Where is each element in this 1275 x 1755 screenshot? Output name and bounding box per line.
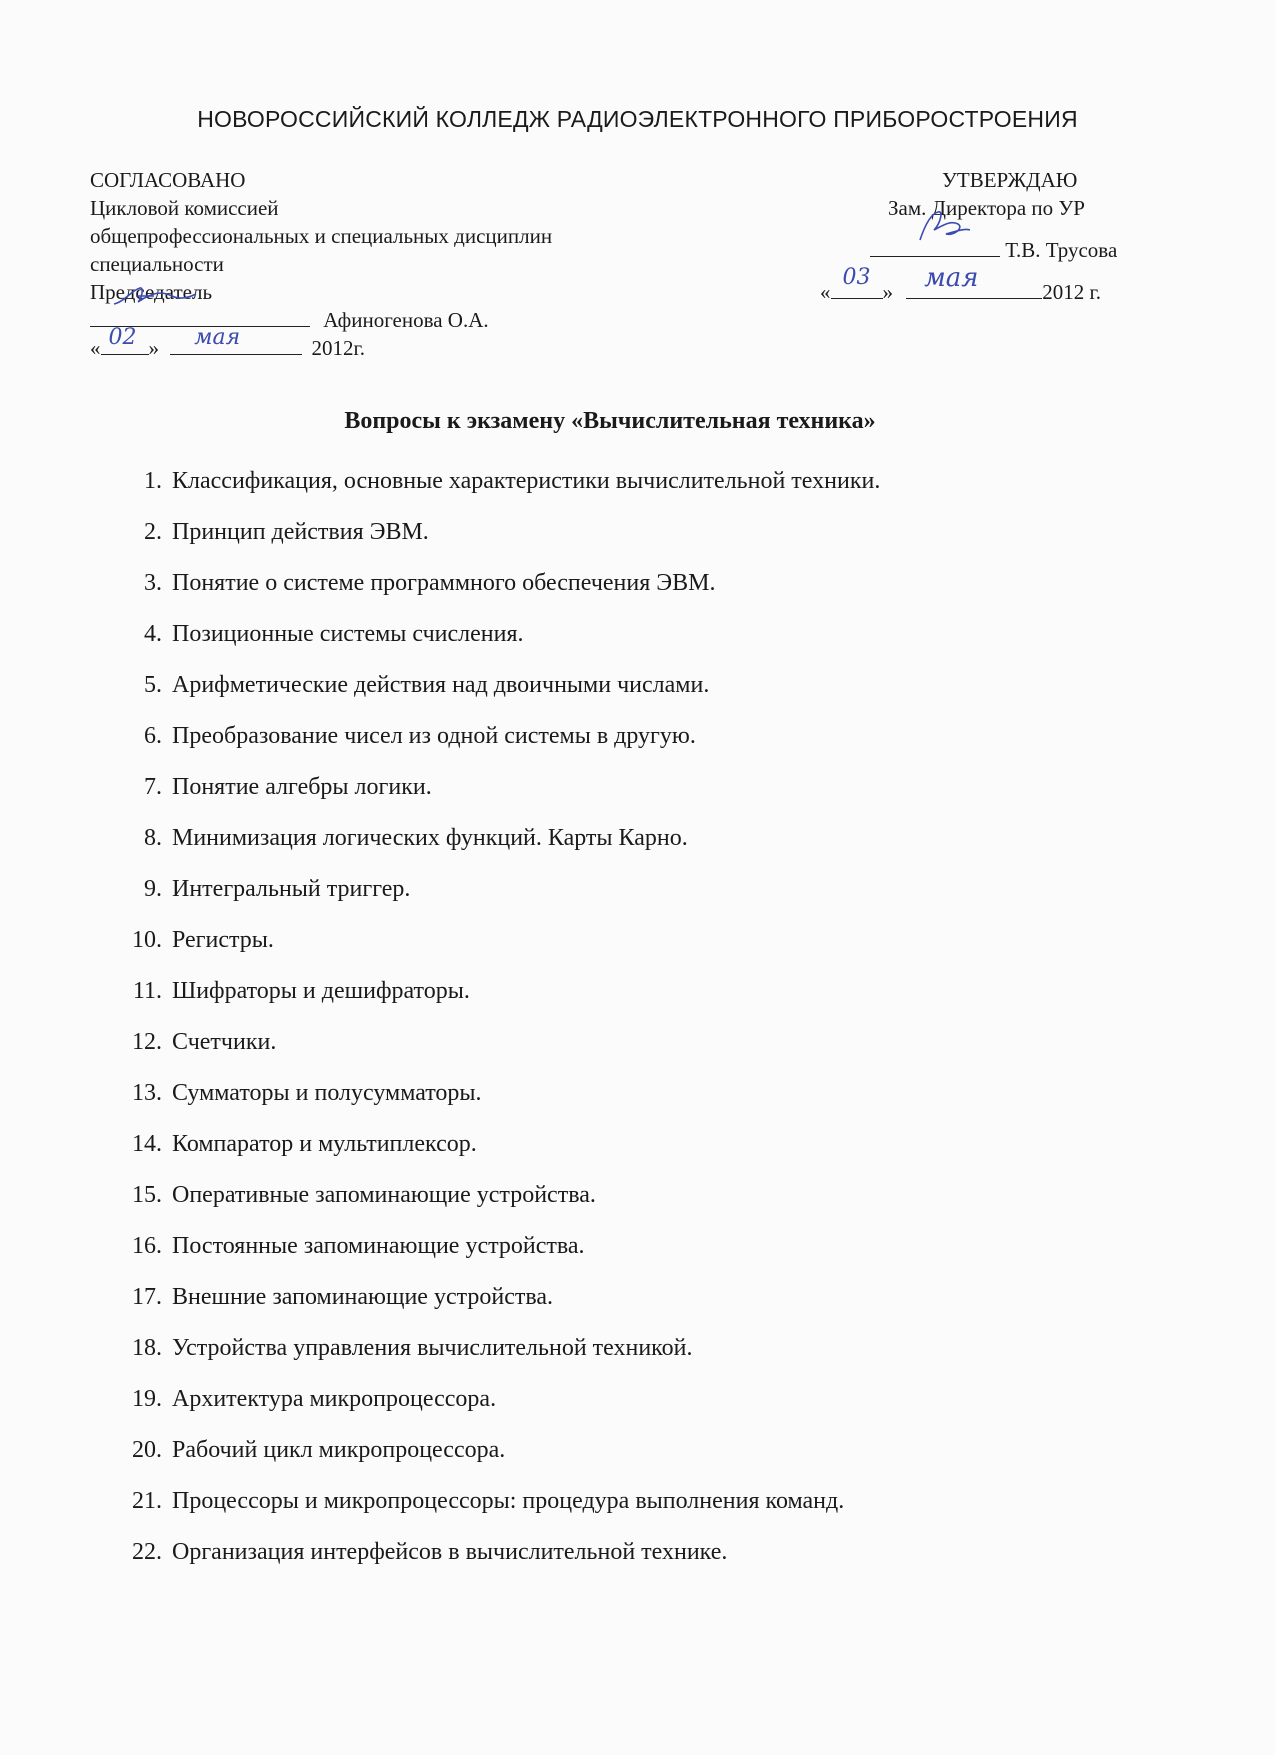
question-number: 11. bbox=[132, 978, 162, 1004]
question-text: Классификация, основные характеристики вычислительной техники. bbox=[172, 468, 881, 494]
question-item bbox=[120, 711, 1160, 762]
question-item bbox=[120, 915, 1160, 966]
question-number: 7. bbox=[144, 774, 162, 800]
question-number: 21. bbox=[132, 1488, 162, 1514]
question-item bbox=[120, 1374, 1160, 1425]
question-number: 1. bbox=[144, 468, 162, 494]
agreed-date-close: » bbox=[148, 336, 159, 360]
agreed-date-day: 02 bbox=[108, 325, 137, 350]
question-text: Принцип действия ЭВМ. bbox=[172, 519, 429, 545]
question-text: Интегральный триггер. bbox=[172, 876, 411, 902]
question-number: 22. bbox=[132, 1539, 162, 1565]
question-text: Сумматоры и полусумматоры. bbox=[172, 1080, 482, 1106]
question-item bbox=[120, 660, 1160, 711]
question-item bbox=[120, 1068, 1160, 1119]
agreed-date-month-field bbox=[170, 325, 302, 355]
agreed-date-open: « bbox=[90, 336, 101, 360]
approved-date-month-field bbox=[906, 263, 1042, 299]
question-item bbox=[120, 813, 1160, 864]
question-number: 3. bbox=[144, 570, 162, 596]
question-item bbox=[120, 864, 1160, 915]
question-text: Внешние запоминающие устройства. bbox=[172, 1284, 554, 1310]
question-text: Организация интерфейсов в вычислительной технике. bbox=[172, 1539, 728, 1565]
question-text: Регистры. bbox=[172, 927, 274, 953]
question-item bbox=[120, 558, 1160, 609]
question-item bbox=[120, 1272, 1160, 1323]
question-item bbox=[120, 1323, 1160, 1374]
question-number: 9. bbox=[144, 876, 162, 902]
question-item bbox=[120, 1119, 1160, 1170]
question-item bbox=[120, 966, 1160, 1017]
approved-date-day-field bbox=[831, 265, 883, 299]
question-text: Понятие алгебры логики. bbox=[172, 774, 432, 800]
question-number: 18. bbox=[132, 1335, 162, 1361]
question-number: 14. bbox=[132, 1131, 162, 1157]
agreed-line-3: специальности bbox=[90, 252, 224, 276]
approved-date-month: мая bbox=[924, 263, 979, 293]
question-text: Счетчики. bbox=[172, 1029, 277, 1055]
question-number: 4. bbox=[144, 621, 162, 647]
question-number: 2. bbox=[144, 519, 162, 545]
question-number: 6. bbox=[144, 723, 162, 749]
question-number: 17. bbox=[132, 1284, 162, 1310]
college-name: НОВОРОССИЙСКИЙ КОЛЛЕДЖ РАДИОЭЛЕКТРОННОГО ПРИБОРОСТРОЕНИЯ bbox=[197, 106, 1078, 132]
question-item bbox=[120, 507, 1160, 558]
question-item bbox=[120, 456, 1160, 507]
question-number: 13. bbox=[132, 1080, 162, 1106]
question-number: 8. bbox=[144, 825, 162, 851]
agreed-date-day-field bbox=[101, 325, 149, 355]
agreed-line-2: общепрофессиональных и специальных дисциплин bbox=[90, 224, 553, 248]
question-text: Постоянные запоминающие устройства. bbox=[172, 1233, 585, 1259]
agreed-block bbox=[90, 166, 730, 362]
agreed-signature-row bbox=[90, 306, 730, 334]
question-item bbox=[120, 609, 1160, 660]
question-text: Шифраторы и дешифраторы. bbox=[172, 978, 470, 1004]
question-text: Понятие о системе программного обеспечения ЭВМ. bbox=[172, 570, 716, 596]
approved-signature-field bbox=[870, 236, 1000, 257]
question-number: 10. bbox=[132, 927, 162, 953]
agreed-heading: СОГЛАСОВАНО bbox=[90, 168, 246, 192]
question-item bbox=[120, 1425, 1160, 1476]
question-text: Компаратор и мультиплексор. bbox=[172, 1131, 477, 1157]
question-item bbox=[120, 1170, 1160, 1221]
approved-block bbox=[820, 166, 1160, 306]
question-number: 16. bbox=[132, 1233, 162, 1259]
approved-signer-name: Т.В. Трусова bbox=[1005, 238, 1118, 262]
approved-date-close: » bbox=[882, 280, 893, 304]
question-item bbox=[120, 1017, 1160, 1068]
approved-signature-row bbox=[820, 236, 1160, 264]
approved-heading: УТВЕРЖДАЮ bbox=[942, 168, 1078, 192]
agreed-date-month: мая bbox=[194, 325, 241, 350]
approved-date-row bbox=[820, 263, 1160, 306]
exam-title: Вопросы к экзамену «Вычислительная техника» bbox=[344, 408, 876, 434]
question-number: 19. bbox=[132, 1386, 162, 1412]
approved-position: Зам. Директора по УР bbox=[888, 196, 1085, 220]
question-text: Архитектура микропроцессора. bbox=[172, 1386, 497, 1412]
question-text: Оперативные запоминающие устройства. bbox=[172, 1182, 596, 1208]
question-item bbox=[120, 762, 1160, 813]
question-item bbox=[120, 1527, 1160, 1578]
agreed-line-1: Цикловой комиссией bbox=[90, 196, 279, 220]
agreed-date-row bbox=[90, 325, 730, 362]
question-text: Рабочий цикл микропроцессора. bbox=[172, 1437, 506, 1463]
approved-date-year: 2012 г. bbox=[1042, 280, 1101, 304]
agreed-signer-name: Афиногенова О.А. bbox=[323, 308, 489, 332]
question-list bbox=[120, 456, 1160, 1578]
question-text: Арифметические действия над двоичными числами. bbox=[172, 672, 710, 698]
question-text: Устройства управления вычислительной техникой. bbox=[172, 1335, 693, 1361]
question-text: Позиционные системы счисления. bbox=[172, 621, 524, 647]
question-number: 20. bbox=[132, 1437, 162, 1463]
question-number: 5. bbox=[144, 672, 162, 698]
question-text: Минимизация логических функций. Карты Карно. bbox=[172, 825, 688, 851]
agreed-line-4: Председатель bbox=[90, 280, 213, 304]
question-number: 15. bbox=[132, 1182, 162, 1208]
agreed-signature-icon bbox=[110, 282, 200, 310]
approved-signature-icon bbox=[914, 206, 974, 246]
question-text: Процессоры и микропроцессоры: процедура выполнения команд. bbox=[172, 1488, 845, 1514]
question-number: 12. bbox=[132, 1029, 162, 1055]
question-item bbox=[120, 1221, 1160, 1272]
question-item bbox=[120, 1476, 1160, 1527]
question-text: Преобразование чисел из одной системы в другую. bbox=[172, 723, 696, 749]
approved-date-open: « bbox=[820, 280, 831, 304]
approved-date-day: 03 bbox=[842, 265, 871, 290]
agreed-date-year: 2012г. bbox=[311, 336, 365, 360]
